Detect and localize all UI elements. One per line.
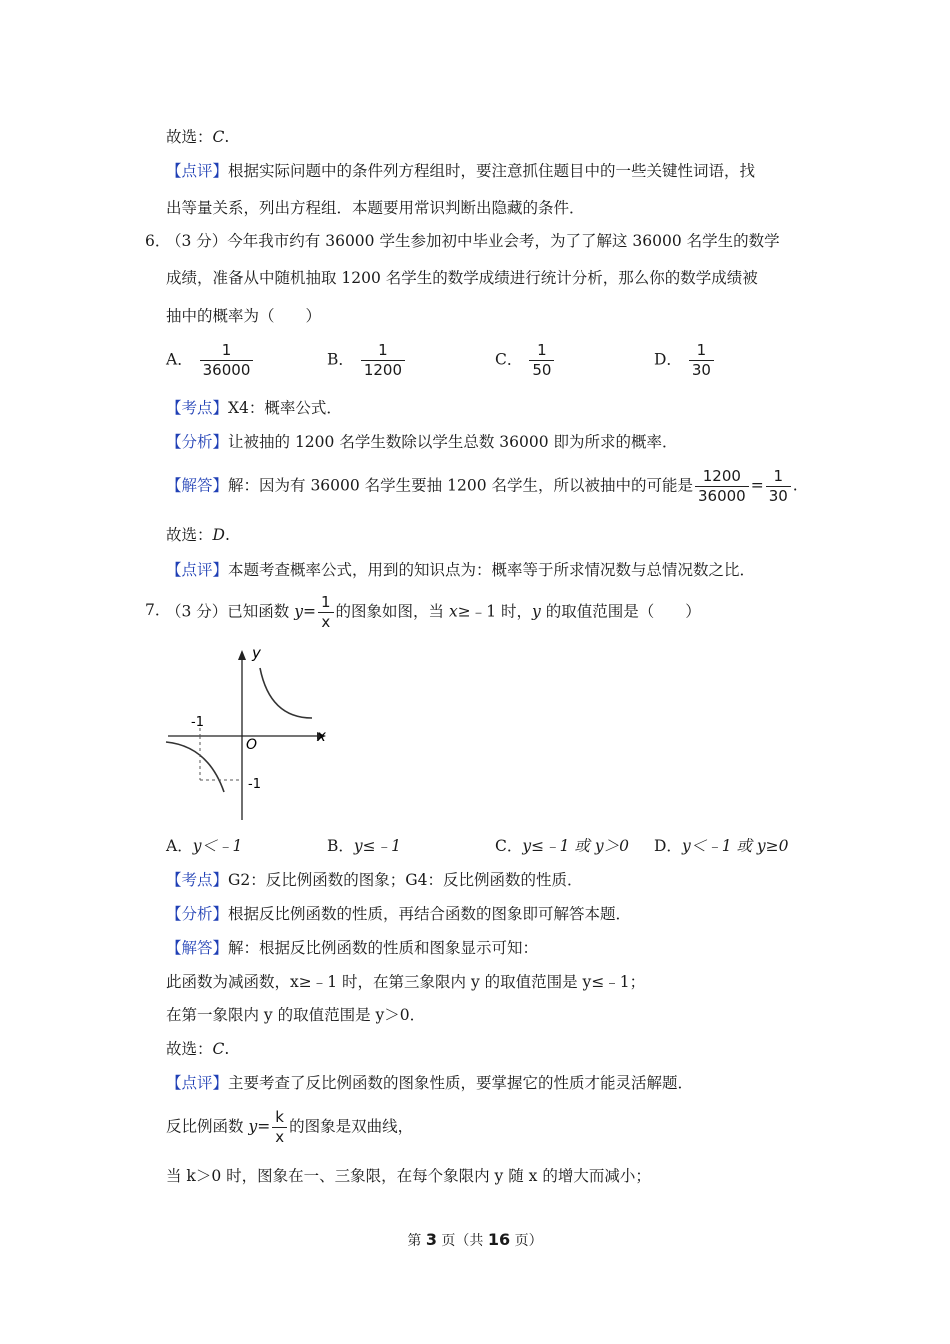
x-label: x [317,727,326,745]
q7-solution-line-a: 此函数为减函数，x≥﹣1 时，在第三象限内 y 的取值范围是 y≤﹣1； [166,973,646,991]
q7-answer: 故选：C. [166,1040,230,1058]
q6-option-b: B． $\frac{1}{1200}$ [327,342,407,379]
q6-fenxi: 【分析】让被抽的 1200 名学生数除以学生总数 36000 即为所求的概率． [166,433,678,451]
q7-last-line: 当 k＞0 时，图象在一、三象限，在每个象限内 y 随 x 的增大而减小； [166,1167,651,1185]
q6-option-a: A． $\frac{1}{36000}$ [166,342,255,379]
q7-option-a: A．y＜﹣1 [166,837,243,855]
branch-quadrant-1 [260,668,312,718]
tick-y-minus-1: -1 [248,777,261,792]
q7-solution-line-b: 在第一象限内 y 的取值范围是 y＞0． [166,1006,426,1024]
page-total: 16 [487,1230,511,1249]
q5-answer: 故选：C. [166,128,230,146]
origin-label: O [246,737,258,753]
y-label: y [252,644,261,662]
q7-option-b: B．y≤﹣1 [327,837,401,855]
q6-option-d: D． $\frac{1}{30}$ [654,342,716,379]
page-number: 3 [425,1230,437,1249]
branch-quadrant-3 [166,742,224,792]
q7-number: 7． [145,601,171,619]
q7-stem: （3 分）已知函数 y= $\frac{1}{x}$ 的图象如图，当 x≥﹣1 时，y 的取值范围是（ ） [166,593,701,631]
q7-kaodian: 【考点】G2：反比例函数的图象；G4：反比例函数的性质． [166,871,583,889]
comment-tag: 【点评】 [166,162,229,180]
q6-stem-line3: 抽中的概率为（ ） [166,307,322,325]
q6-kaodian: 【考点】X4：概率公式． [166,399,342,417]
q6-answer: 故选：D. [166,526,230,544]
y-axis-arrow [238,650,246,660]
q7-comment: 【点评】主要考查了反比例函数的图象性质，要掌握它的性质才能灵活解题． [166,1074,694,1092]
q7-option-d: D．y＜﹣1 或 y≥0 [654,837,789,855]
q6-number: 6． [145,232,171,250]
page-footer: 第 3 页（共 16 页） [407,1230,543,1249]
tick-x-minus-1: -1 [191,715,204,730]
q7-fenxi: 【分析】根据反比例函数的性质，再结合函数的图象即可解答本题． [166,905,632,923]
q6-stem-line2: 成绩，准备从中随机抽取 1200 名学生的数学成绩进行统计分析，那么你的数学成绩被 [166,269,758,287]
q7-option-c: C．y≤﹣1 或 y＞0 [495,837,629,855]
q6-stem-line1: （3 分）今年我市约有 36000 学生参加初中毕业会考，为了了解这 36000 名学生的数学 [166,232,780,250]
q6-jieda: 【解答】解：因为有 36000 名学生要抽 1200 名学生，所以被抽中的可能是 $\frac{1200}{36000}$ = $\frac{1}{30}$ . [166,467,798,505]
q7-jieda: 【解答】解：根据反比例函数的性质和图象显示可知： [166,939,539,957]
q6-option-c: C． $\frac{1}{50}$ [495,342,556,379]
q7-extra-line: 反比例函数 y= $\frac{k}{x}$ 的图象是双曲线， [166,1108,414,1146]
q5-comment-line2: 出等量关系，列出方程组．本题要用常识判断出隐藏的条件． [166,199,585,217]
q5-comment: 【点评】根据实际问题中的条件列方程组时，要注意抓住题目中的一些关键性词语，找 [166,162,756,180]
hyperbola-graph [160,640,340,825]
q6-comment: 【点评】本题考查概率公式，用到的知识点为：概率等于所求情况数与总情况数之比． [166,561,756,579]
